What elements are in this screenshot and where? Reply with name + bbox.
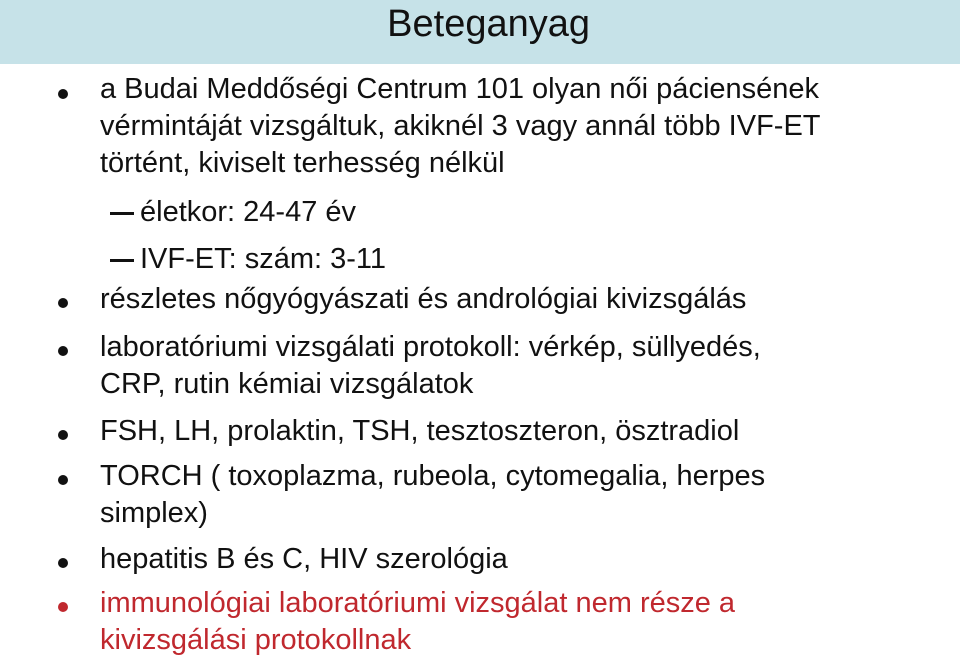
- bullet-icon: [58, 89, 68, 99]
- list-item: [100, 71, 950, 182]
- item-text-line: kivizsgálási protokollnak: [100, 624, 412, 656]
- item-text-line: vérmintáját vizsgáltuk, akiknél 3 vagy annál több IVF-ET: [100, 110, 821, 142]
- sub-item: IVF-ET: szám: 3-11: [140, 243, 387, 275]
- item-text-line: hepatitis B és C, HIV szerológia: [100, 543, 508, 575]
- sub-item: életkor: 24-47 év: [140, 196, 357, 228]
- list-item: [100, 329, 950, 403]
- bullet-icon: [58, 298, 68, 308]
- slide-title: Beteganyag: [387, 3, 590, 45]
- list-item: [100, 458, 950, 532]
- item-text-line: laboratóriumi vizsgálati protokoll: vérkép, süllyedés,: [100, 331, 761, 363]
- bullet-icon: [58, 430, 68, 440]
- dash-icon: [110, 259, 134, 262]
- list-item: [100, 541, 950, 578]
- item-text-line: immunológiai laboratóriumi vizsgálat nem része a: [100, 587, 736, 619]
- bullet-icon: [58, 475, 68, 485]
- list-item: [100, 413, 950, 450]
- item-text-line: részletes nőgyógyászati és andrológiai kivizsgálás: [100, 283, 747, 315]
- list-item: [100, 281, 950, 318]
- item-text-line: simplex): [100, 497, 208, 529]
- item-text-line: a Budai Meddőségi Centrum 101 olyan női páciensének: [100, 73, 820, 105]
- item-text-line: CRP, rutin kémiai vizsgálatok: [100, 368, 474, 400]
- bullet-icon: [58, 346, 68, 356]
- item-text-line: FSH, LH, prolaktin, TSH, tesztoszteron, ösztradiol: [100, 415, 740, 447]
- list-item-highlighted: [100, 585, 950, 659]
- bullet-icon: [58, 602, 68, 612]
- item-text-line: TORCH ( toxoplazma, rubeola, cytomegalia, herpes: [100, 460, 766, 492]
- bullet-icon: [58, 558, 68, 568]
- dash-icon: [110, 212, 134, 215]
- item-text-line: történt, kiviselt terhesség nélkül: [100, 147, 505, 179]
